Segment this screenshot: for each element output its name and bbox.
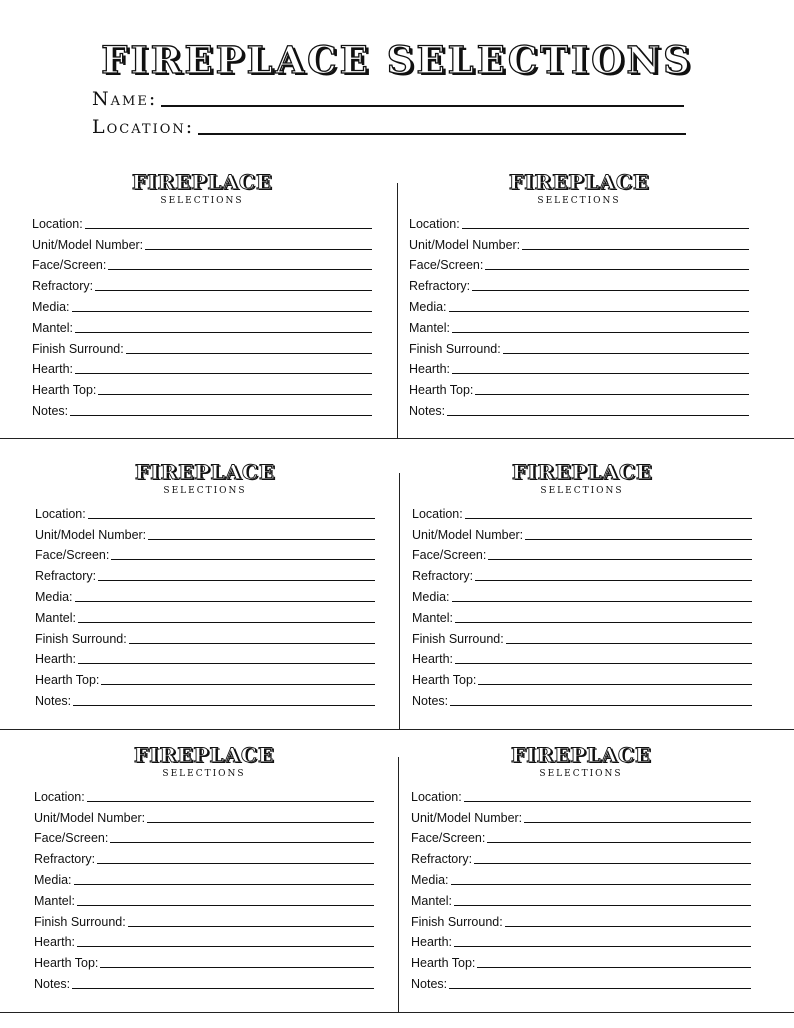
field-write-line[interactable] xyxy=(78,663,375,664)
form-field-row xyxy=(34,805,374,826)
card-subtitle: SELECTIONS xyxy=(162,769,246,779)
card-title: FIREPLACE xyxy=(508,170,650,194)
field-write-line[interactable] xyxy=(111,559,375,560)
field-label: Unit/Model Number: xyxy=(412,527,524,542)
field-write-line[interactable] xyxy=(70,415,372,416)
selection-card xyxy=(409,170,749,419)
field-write-line[interactable] xyxy=(97,863,374,864)
location-label: Location: xyxy=(92,116,195,138)
location-write-line[interactable] xyxy=(198,133,686,135)
field-write-line[interactable] xyxy=(77,905,374,906)
form-field-row xyxy=(34,846,374,867)
form-field-row xyxy=(32,315,372,336)
field-write-line[interactable] xyxy=(449,988,751,989)
form-field-row xyxy=(32,398,372,419)
field-write-line[interactable] xyxy=(455,663,752,664)
field-write-line[interactable] xyxy=(454,905,751,906)
form-field-row xyxy=(32,294,372,315)
field-write-line[interactable] xyxy=(454,946,751,947)
field-label: Finish Surround: xyxy=(409,341,501,356)
field-label: Face/Screen: xyxy=(409,258,484,273)
form-field-row xyxy=(411,950,751,971)
field-label: Media: xyxy=(409,299,447,314)
field-write-line[interactable] xyxy=(75,601,375,602)
selection-card xyxy=(35,460,375,709)
field-write-line[interactable] xyxy=(147,822,374,823)
form-field-row xyxy=(411,971,751,992)
form-field-row xyxy=(34,867,374,888)
form-field-row xyxy=(412,543,752,564)
form-field-row xyxy=(34,971,374,992)
field-write-line[interactable] xyxy=(475,394,749,395)
field-label: Notes: xyxy=(412,693,449,708)
field-label: Notes: xyxy=(411,976,448,991)
field-label: Mantel: xyxy=(32,320,73,335)
card-subtitle: SELECTIONS xyxy=(160,196,244,206)
name-write-line[interactable] xyxy=(161,105,684,107)
field-label: Media: xyxy=(32,299,70,314)
form-field-row xyxy=(412,626,752,647)
field-write-line[interactable] xyxy=(447,415,749,416)
field-label: Unit/Model Number: xyxy=(34,810,146,825)
form-field-row xyxy=(411,867,751,888)
form-field-row xyxy=(411,826,751,847)
field-write-line[interactable] xyxy=(78,622,375,623)
name-row xyxy=(92,88,684,110)
field-label: Notes: xyxy=(32,403,69,418)
form-field-row xyxy=(411,909,751,930)
form-field-row xyxy=(35,667,375,688)
field-label: Unit/Model Number: xyxy=(411,810,523,825)
row-divider-2 xyxy=(0,729,794,730)
card-subtitle: SELECTIONS xyxy=(540,486,624,496)
field-write-line[interactable] xyxy=(128,926,374,927)
field-write-line[interactable] xyxy=(522,249,749,250)
field-label: Media: xyxy=(411,872,449,887)
field-label: Hearth: xyxy=(411,935,452,950)
name-label: Name: xyxy=(92,88,158,110)
card-subtitle: SELECTIONS xyxy=(163,486,247,496)
form-field-row xyxy=(32,357,372,378)
form-field-row xyxy=(409,294,749,315)
field-write-line[interactable] xyxy=(72,988,374,989)
field-label: Location: xyxy=(409,216,460,231)
field-label: Refractory: xyxy=(35,569,97,584)
form-field-row xyxy=(411,930,751,951)
card-title: FIREPLACE xyxy=(510,743,652,767)
row-divider-1 xyxy=(0,438,794,439)
form-field-row xyxy=(34,909,374,930)
location-row xyxy=(92,116,686,138)
form-field-row xyxy=(412,647,752,668)
page-title: FIREPLACE SELECTIONS xyxy=(101,38,693,82)
form-field-row xyxy=(34,950,374,971)
form-field-row xyxy=(409,398,749,419)
field-label: Location: xyxy=(32,216,83,231)
card-subtitle: SELECTIONS xyxy=(537,196,621,206)
field-label: Media: xyxy=(35,589,73,604)
form-field-row xyxy=(32,377,372,398)
field-write-line[interactable] xyxy=(101,684,375,685)
field-write-line[interactable] xyxy=(72,311,372,312)
field-write-line[interactable] xyxy=(485,269,749,270)
form-field-row xyxy=(35,501,375,522)
field-label: Mantel: xyxy=(34,893,75,908)
field-label: Hearth: xyxy=(32,362,73,377)
column-divider-1 xyxy=(397,183,398,438)
field-write-line[interactable] xyxy=(108,269,372,270)
field-write-line[interactable] xyxy=(524,822,751,823)
field-label: Hearth Top: xyxy=(412,673,477,688)
form-field-row xyxy=(409,377,749,398)
field-label: Media: xyxy=(412,589,450,604)
field-write-line[interactable] xyxy=(464,801,751,802)
field-write-line[interactable] xyxy=(472,290,749,291)
form-field-row xyxy=(411,846,751,867)
card-title: FIREPLACE xyxy=(131,170,273,194)
field-label: Refractory: xyxy=(32,279,94,294)
form-field-row xyxy=(411,784,751,805)
form-field-row xyxy=(32,232,372,253)
field-label: Unit/Model Number: xyxy=(32,237,144,252)
card-subtitle: SELECTIONS xyxy=(539,769,623,779)
form-field-row xyxy=(409,315,749,336)
row-divider-3 xyxy=(0,1012,794,1013)
form-field-row xyxy=(409,253,749,274)
field-write-line[interactable] xyxy=(75,373,372,374)
form-field-row xyxy=(412,563,752,584)
form-field-row xyxy=(35,688,375,709)
field-write-line[interactable] xyxy=(73,705,375,706)
form-field-row xyxy=(35,584,375,605)
form-field-row xyxy=(409,232,749,253)
form-field-row xyxy=(35,605,375,626)
field-write-line[interactable] xyxy=(110,842,374,843)
field-label: Hearth: xyxy=(34,935,75,950)
form-field-row xyxy=(412,605,752,626)
field-label: Location: xyxy=(35,506,86,521)
field-label: Refractory: xyxy=(34,852,96,867)
form-field-row xyxy=(412,688,752,709)
field-label: Hearth: xyxy=(35,652,76,667)
field-write-line[interactable] xyxy=(505,926,751,927)
field-write-line[interactable] xyxy=(77,946,374,947)
form-field-row xyxy=(35,522,375,543)
field-label: Notes: xyxy=(34,976,71,991)
field-write-line[interactable] xyxy=(87,801,374,802)
form-field-row xyxy=(32,253,372,274)
field-label: Media: xyxy=(34,872,72,887)
field-write-line[interactable] xyxy=(145,249,372,250)
field-label: Refractory: xyxy=(409,279,471,294)
form-field-row xyxy=(34,826,374,847)
field-write-line[interactable] xyxy=(475,580,752,581)
field-write-line[interactable] xyxy=(465,518,752,519)
field-label: Unit/Model Number: xyxy=(409,237,521,252)
form-field-row xyxy=(34,888,374,909)
field-label: Mantel: xyxy=(409,320,450,335)
form-field-row xyxy=(32,273,372,294)
field-write-line[interactable] xyxy=(450,705,752,706)
field-write-line[interactable] xyxy=(478,684,752,685)
field-label: Finish Surround: xyxy=(34,914,126,929)
field-write-line[interactable] xyxy=(98,394,372,395)
form-field-row xyxy=(412,667,752,688)
field-write-line[interactable] xyxy=(452,601,752,602)
card-title: FIREPLACE xyxy=(134,460,276,484)
field-label: Location: xyxy=(412,506,463,521)
form-field-row xyxy=(409,336,749,357)
field-label: Finish Surround: xyxy=(35,631,127,646)
field-label: Hearth Top: xyxy=(411,956,476,971)
form-field-row xyxy=(409,273,749,294)
field-write-line[interactable] xyxy=(148,539,375,540)
field-write-line[interactable] xyxy=(487,842,751,843)
selection-card xyxy=(412,460,752,709)
field-label: Location: xyxy=(411,789,462,804)
field-label: Refractory: xyxy=(411,852,473,867)
field-label: Finish Surround: xyxy=(32,341,124,356)
field-label: Refractory: xyxy=(412,569,474,584)
field-write-line[interactable] xyxy=(95,290,372,291)
field-write-line[interactable] xyxy=(462,228,749,229)
field-write-line[interactable] xyxy=(100,967,374,968)
column-divider-2 xyxy=(399,473,400,729)
field-label: Hearth Top: xyxy=(409,383,474,398)
field-label: Hearth Top: xyxy=(34,956,99,971)
field-label: Hearth: xyxy=(412,652,453,667)
form-field-row xyxy=(34,930,374,951)
field-label: Mantel: xyxy=(35,610,76,625)
field-label: Location: xyxy=(34,789,85,804)
field-label: Face/Screen: xyxy=(411,831,486,846)
field-write-line[interactable] xyxy=(525,539,752,540)
form-field-row xyxy=(412,501,752,522)
field-label: Notes: xyxy=(35,693,72,708)
form-field-row xyxy=(32,336,372,357)
selection-card xyxy=(411,743,751,992)
form-field-row xyxy=(412,522,752,543)
field-write-line[interactable] xyxy=(452,332,749,333)
field-label: Hearth: xyxy=(409,362,450,377)
field-label: Finish Surround: xyxy=(411,914,503,929)
field-write-line[interactable] xyxy=(452,373,749,374)
field-write-line[interactable] xyxy=(455,622,752,623)
field-label: Notes: xyxy=(409,403,446,418)
form-field-row xyxy=(35,543,375,564)
column-divider-3 xyxy=(398,757,399,1012)
form-field-row xyxy=(409,211,749,232)
field-label: Face/Screen: xyxy=(35,548,110,563)
field-label: Mantel: xyxy=(412,610,453,625)
field-write-line[interactable] xyxy=(75,332,372,333)
form-field-row xyxy=(32,211,372,232)
field-write-line[interactable] xyxy=(449,311,749,312)
field-label: Face/Screen: xyxy=(34,831,109,846)
field-label: Face/Screen: xyxy=(32,258,107,273)
card-title: FIREPLACE xyxy=(133,743,275,767)
field-write-line[interactable] xyxy=(85,228,372,229)
field-write-line[interactable] xyxy=(474,863,751,864)
field-write-line[interactable] xyxy=(451,884,751,885)
form-field-row xyxy=(412,584,752,605)
card-title: FIREPLACE xyxy=(511,460,653,484)
field-write-line[interactable] xyxy=(488,559,752,560)
selection-card xyxy=(32,170,372,419)
field-write-line[interactable] xyxy=(477,967,751,968)
form-field-row xyxy=(411,888,751,909)
form-field-row xyxy=(35,647,375,668)
form-field-row xyxy=(34,784,374,805)
field-write-line[interactable] xyxy=(506,643,752,644)
field-label: Hearth Top: xyxy=(35,673,100,688)
form-field-row xyxy=(409,357,749,378)
field-label: Face/Screen: xyxy=(412,548,487,563)
field-label: Finish Surround: xyxy=(412,631,504,646)
field-write-line[interactable] xyxy=(74,884,374,885)
field-write-line[interactable] xyxy=(503,353,749,354)
field-write-line[interactable] xyxy=(88,518,375,519)
form-field-row xyxy=(35,563,375,584)
field-label: Unit/Model Number: xyxy=(35,527,147,542)
field-label: Mantel: xyxy=(411,893,452,908)
field-label: Hearth Top: xyxy=(32,383,97,398)
field-write-line[interactable] xyxy=(98,580,375,581)
selection-card xyxy=(34,743,374,992)
form-field-row xyxy=(411,805,751,826)
form-field-row xyxy=(35,626,375,647)
field-write-line[interactable] xyxy=(126,353,372,354)
field-write-line[interactable] xyxy=(129,643,375,644)
